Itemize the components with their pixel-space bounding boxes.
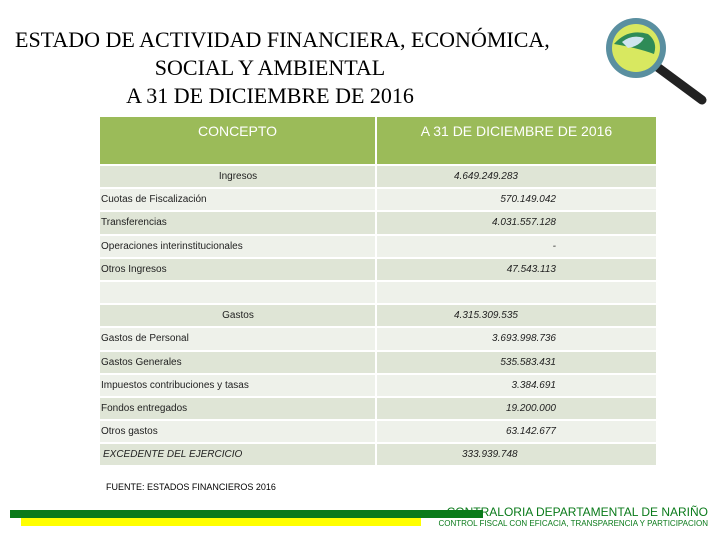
table-row (100, 398, 656, 419)
table-row (100, 305, 656, 326)
table-row (100, 282, 656, 303)
concept-cell: Impuestos contribuciones y tasas (100, 375, 377, 396)
value-cell: - (552, 240, 556, 252)
concept-cell: Otros gastos (100, 421, 377, 442)
concept-cell: Otros Ingresos (100, 259, 377, 280)
header-date: A 31 DE DICIEMBRE DE 2016 (420, 123, 613, 139)
title-line-3: A 31 DE DICIEMBRE DE 2016 (126, 83, 414, 108)
value-cell (377, 282, 656, 303)
concept-cell: Gastos Generales (100, 352, 377, 373)
concept-cell: Ingresos (100, 166, 377, 187)
footer-org: CONTRALORIA DEPARTAMENTAL DE NARIÑO (446, 505, 708, 519)
concept-cell: Operaciones interinstitucionales (100, 236, 377, 257)
value-cell: 4.031.557.128 (492, 217, 556, 229)
title-line-2: SOCIAL Y AMBIENTAL (154, 55, 386, 80)
concept-cell (100, 282, 377, 303)
header-concepto: CONCEPTO (100, 117, 377, 164)
value-cell: 3.693.998.736 (492, 333, 556, 345)
value-cell: 47.543.113 (506, 263, 556, 275)
concept-cell: Gastos de Personal (100, 328, 377, 349)
table-row (100, 212, 656, 233)
table-row (100, 259, 656, 280)
concept-cell: EXCEDENTE DEL EJERCICIO (100, 444, 377, 465)
concept-cell: Transferencias (100, 212, 377, 233)
green-bar (10, 510, 483, 518)
value-cell: 19.200.000 (505, 402, 556, 414)
title-line-1: ESTADO DE ACTIVIDAD FINANCIERA, ECONÓMICA, (15, 27, 550, 52)
value-cell: 333.939.748 (462, 449, 518, 461)
value-cell: 4.315.309.535 (454, 310, 518, 322)
value-cell: 3.384.691 (511, 379, 556, 391)
table-row (100, 444, 656, 465)
table-header (100, 117, 656, 164)
value-cell: 570.149.042 (500, 194, 556, 206)
value-cell: 4.649.249.283 (454, 171, 518, 183)
value-cell: 535.583.431 (500, 356, 556, 368)
table-row (100, 421, 656, 442)
table-row (100, 328, 656, 349)
table-row (100, 352, 656, 373)
source-note: FUENTE: ESTADOS FINANCIEROS 2016 (106, 482, 276, 492)
concept-cell: Fondos entregados (100, 398, 377, 419)
concept-cell: Gastos (100, 305, 377, 326)
footer-motto: CONTROL FISCAL CON EFICACIA, TRANSPARENCIA Y PARTICIPACION (438, 519, 708, 528)
value-cell: 63.142.677 (505, 426, 556, 438)
financial-table (100, 117, 656, 465)
table-row (100, 236, 656, 257)
yellow-bar (21, 518, 421, 526)
table-row (100, 375, 656, 396)
page-title (15, 26, 550, 110)
magnifier-logo-icon (598, 14, 710, 106)
concept-cell: Cuotas de Fiscalización (100, 189, 377, 210)
table-row (100, 189, 656, 210)
table-row (100, 166, 656, 187)
